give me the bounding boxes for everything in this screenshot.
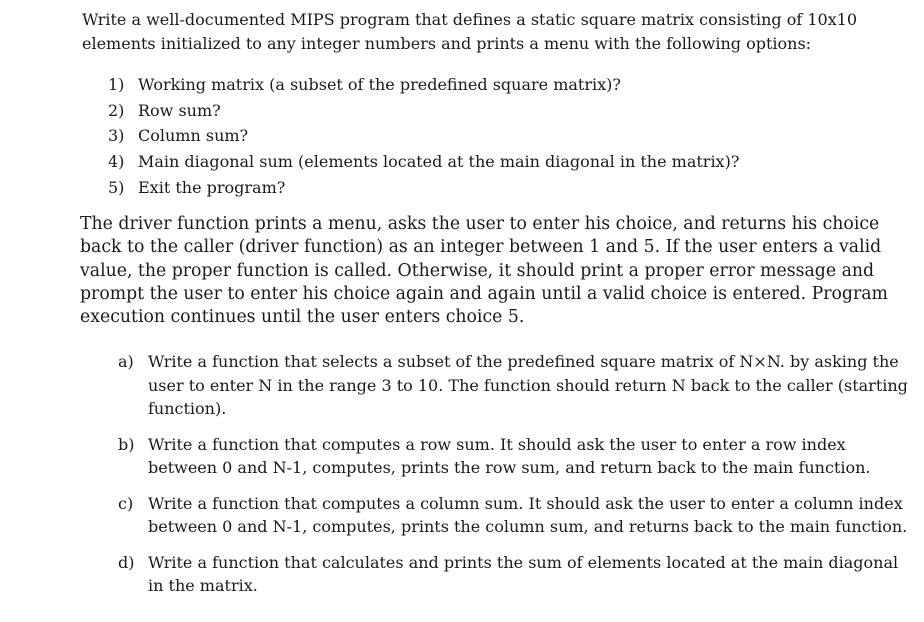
menu-option-number: 1) — [108, 75, 125, 95]
menu-option-number: 3) — [108, 126, 125, 146]
task-list — [118, 350, 908, 598]
task-letter: a) — [118, 352, 134, 371]
menu-option-number: 5) — [108, 177, 125, 197]
task-letter: d) — [118, 552, 135, 572]
task-letter: c) — [118, 493, 134, 513]
menu-option — [108, 123, 739, 149]
task-text: Write a function that computes a row sum. It should ask the user to enter a row index between 0 and N-1, computes, prints the row sum, and return back to the main function. — [148, 434, 871, 477]
menu-option-number: 2) — [108, 100, 125, 120]
menu-option — [108, 174, 739, 200]
menu-option-text: Exit the program? — [138, 177, 286, 197]
menu-options-list — [108, 72, 739, 200]
menu-option-text: Column sum? — [138, 126, 249, 146]
task-text: Write a function that selects a subset of the predefined square matrix of N×N. by asking the user to enter N in the range 3 to 10. The function should return N back to the caller (starting function). — [148, 352, 908, 418]
menu-option-text: Working matrix (a subset of the predefined square matrix)? — [138, 75, 621, 95]
task-text: Write a function that computes a column sum. It should ask the user to enter a column index between 0 and N-1, computes, prints the column sum, and returns back to the main function. — [148, 493, 908, 536]
menu-option-number: 4) — [108, 152, 125, 172]
task-item — [118, 492, 908, 539]
intro-paragraph: Write a well-documented MIPS program that defines a static square matrix consisting of 10x10 elements initialized to any integer numbers and prints a menu with the following options: — [82, 10, 858, 53]
task-letter: b) — [118, 434, 135, 454]
menu-option — [108, 98, 739, 124]
menu-option-text: Main diagonal sum (elements located at the main diagonal in the matrix)? — [138, 152, 740, 172]
task-item — [118, 433, 908, 480]
task-item — [118, 350, 908, 421]
task-item — [118, 551, 908, 598]
menu-option-text: Row sum? — [138, 100, 221, 120]
task-text: Write a function that calculates and prints the sum of elements located at the main diagonal in the matrix. — [148, 552, 899, 595]
menu-option — [108, 72, 739, 98]
menu-option — [108, 149, 739, 175]
driver-paragraph: The driver function prints a menu, asks the user to enter his choice, and returns his choice back to the caller (driver function) as an integer between 1 and 5. If the user enters a valid value, the proper function is called. Otherwise, it should print a proper error message and prompt the user to enter his choice again and again until a valid choice is entered. Program execution continues until the user enters choice 5. — [80, 214, 888, 328]
